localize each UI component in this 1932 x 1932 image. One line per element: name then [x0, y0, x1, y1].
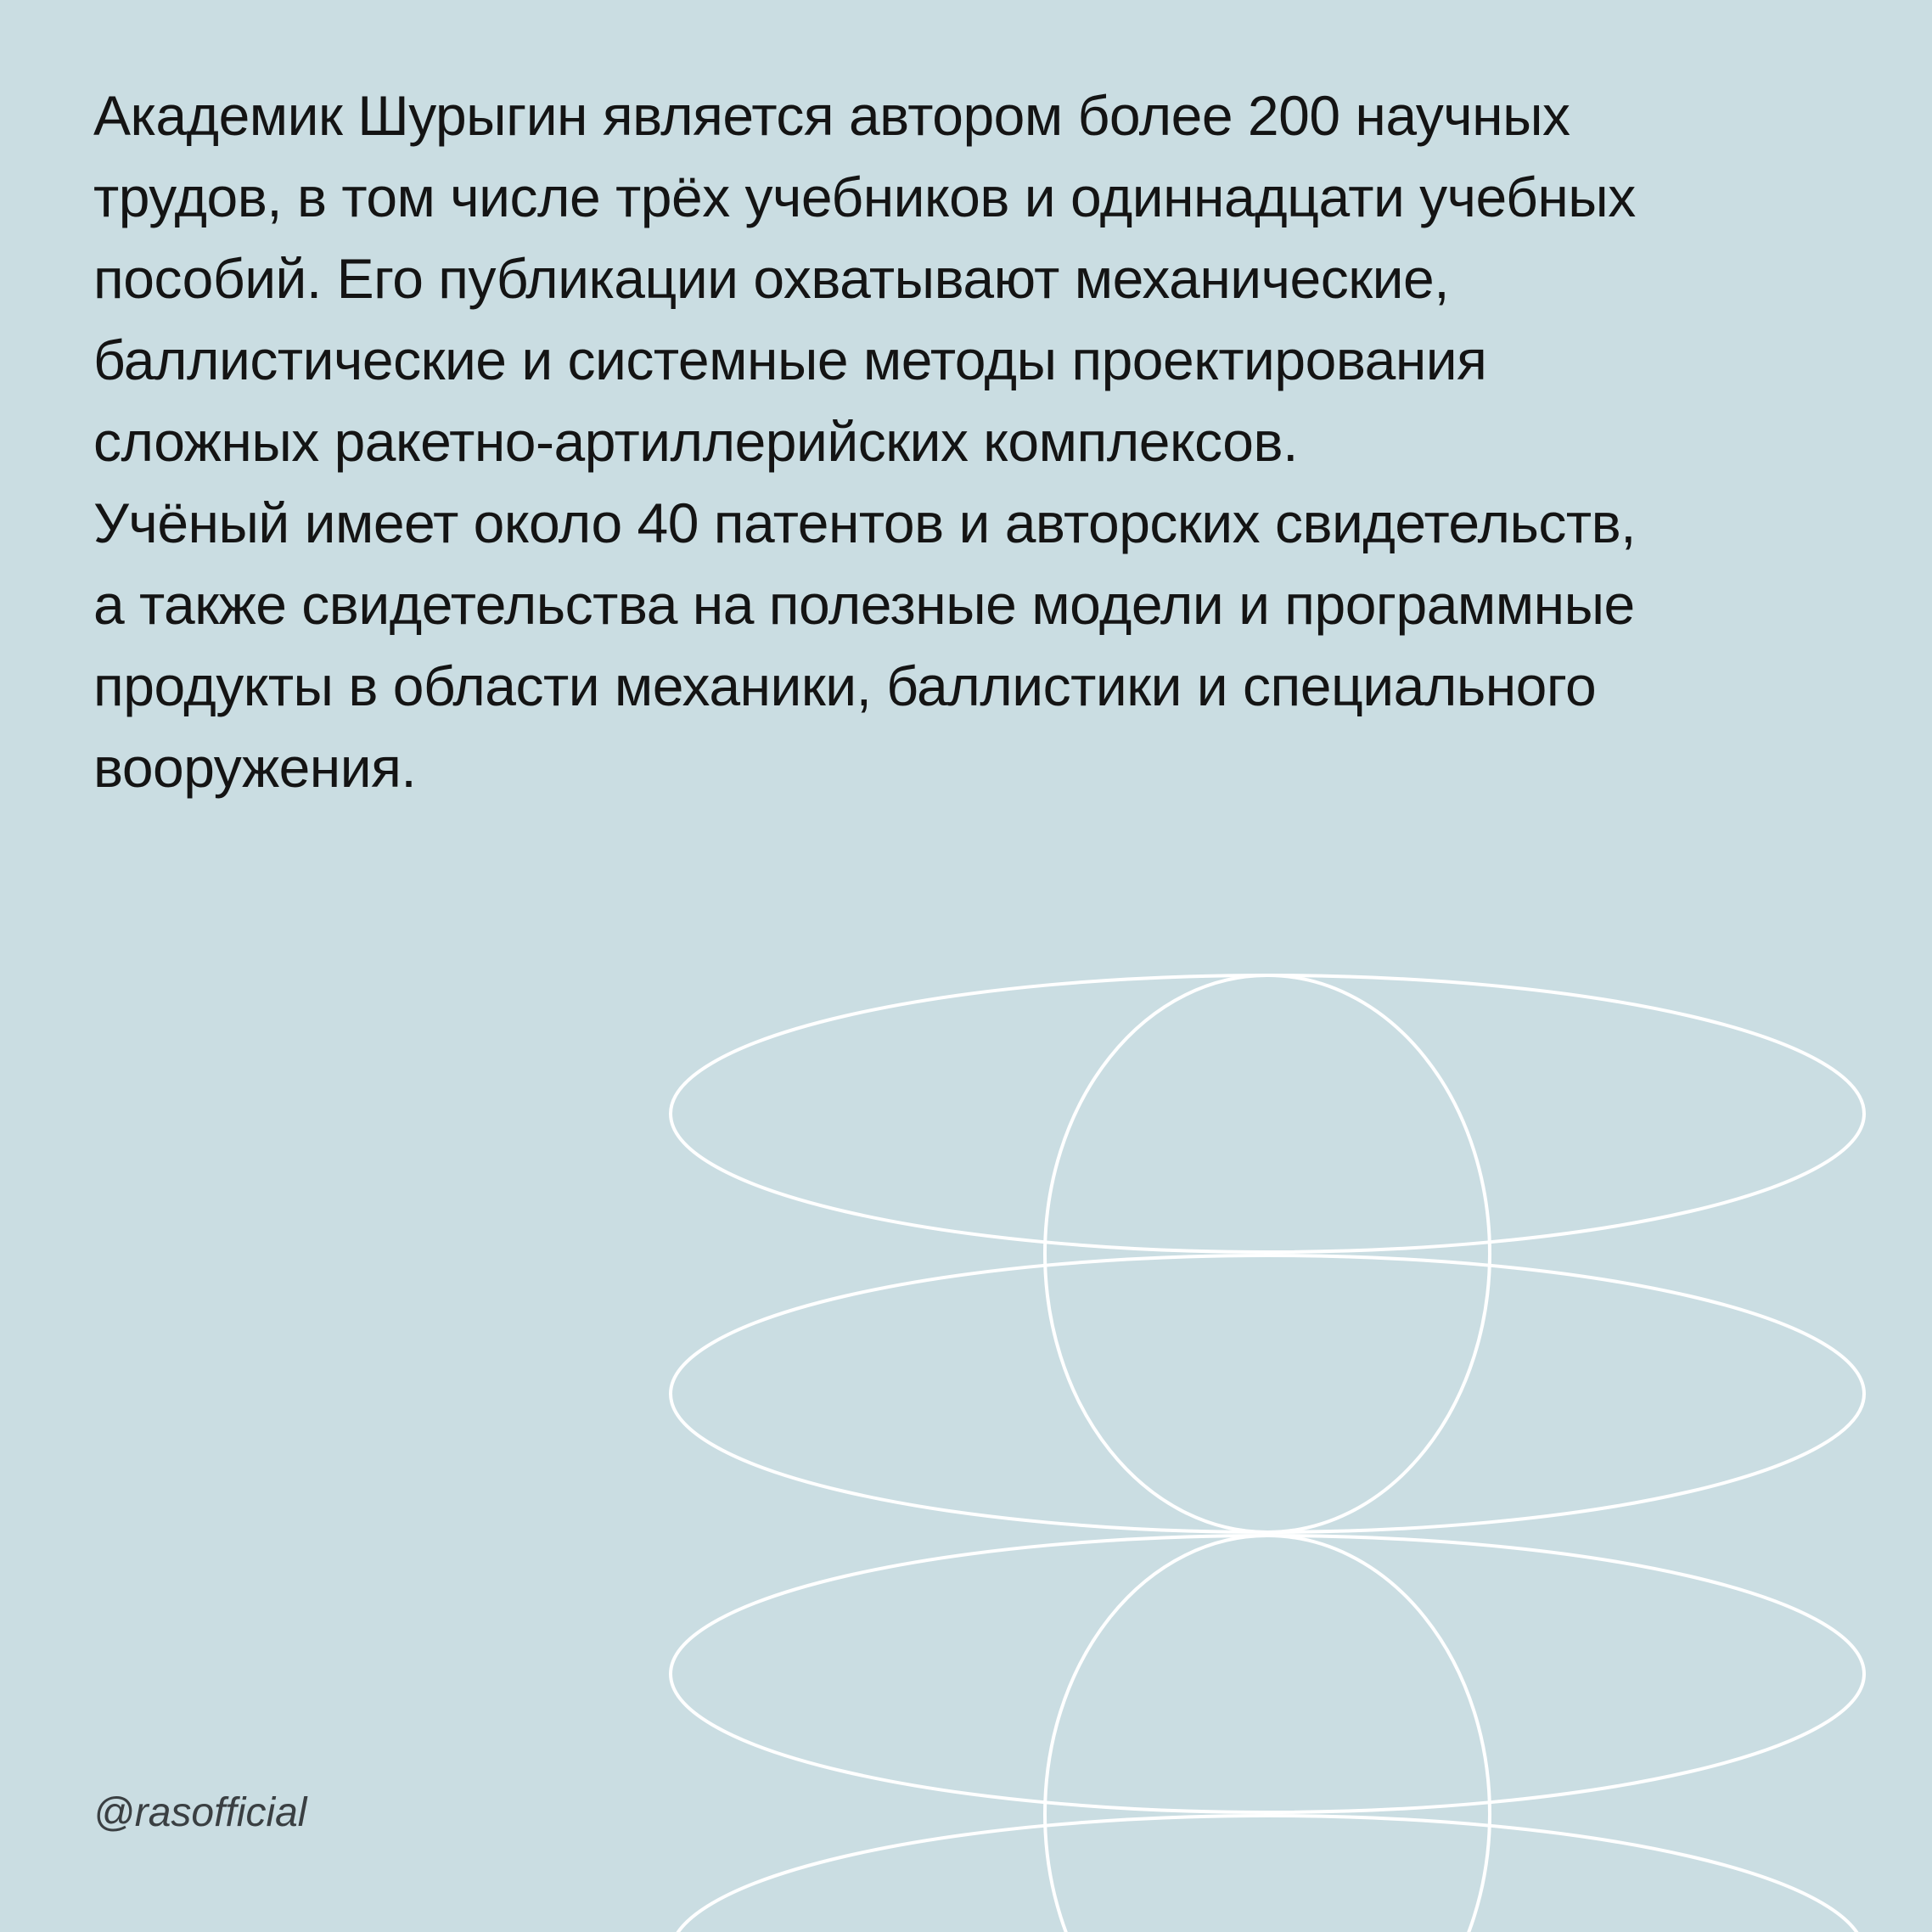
- wide-ellipse-3: [671, 1536, 1864, 1812]
- tall-ellipse-2: [1045, 1536, 1490, 1932]
- text-line: а также свидетельства на полезные модели и программные: [93, 573, 1635, 636]
- social-handle: @rasofficial: [93, 1790, 307, 1835]
- text-line: вооружения.: [93, 736, 417, 799]
- body-text: [93, 75, 1893, 808]
- text-line: продукты в области механики, баллистики и специального: [93, 654, 1597, 717]
- text-line: пособий. Его публикации охватывают механические,: [93, 247, 1450, 310]
- wide-ellipse-1: [671, 975, 1864, 1252]
- text-line: сложных ракетно-артиллерийских комплексов.: [93, 410, 1298, 473]
- wide-ellipse-4: [671, 1816, 1864, 1932]
- text-line: Академик Шурыгин является автором более 200 научных: [93, 84, 1570, 147]
- text-line: трудов, в том числе трёх учебников и одиннадцати учебных: [93, 166, 1636, 228]
- wide-ellipse-2: [671, 1255, 1864, 1532]
- text-line: баллистические и системные методы проектирования: [93, 329, 1487, 391]
- text-line: Учёный имеет около 40 патентов и авторских свидетельств,: [93, 491, 1636, 554]
